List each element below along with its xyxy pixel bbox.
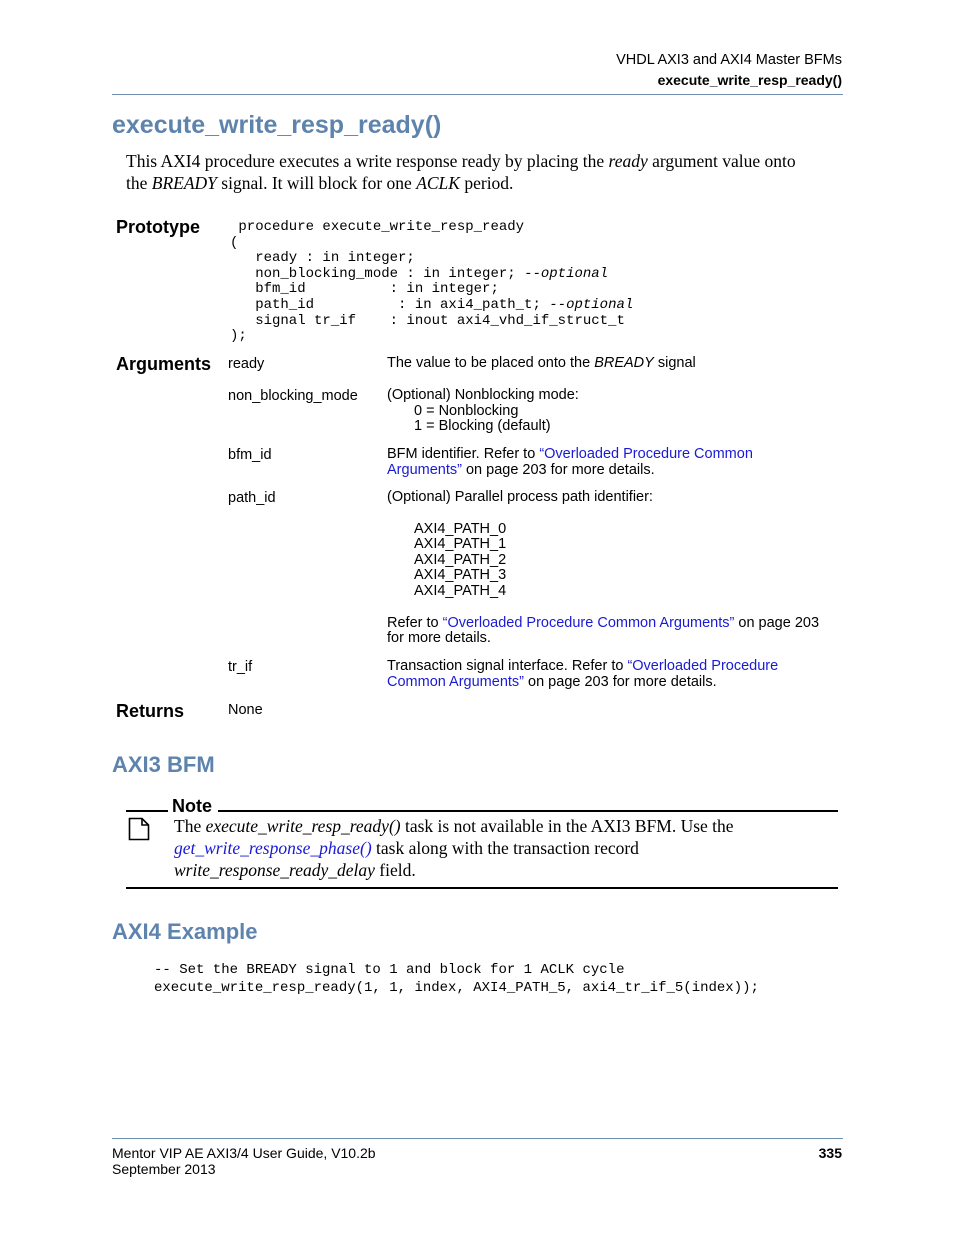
overloaded-args-link-cont[interactable]: Arguments”: [387, 461, 462, 478]
page-title: execute_write_resp_ready(): [112, 111, 442, 139]
footer-date: September 2013: [112, 1161, 216, 1177]
prototype-code: procedure execute_write_resp_ready ( ready : in integer; non_blocking_mode : in integer; --optional bfm_id : in integer; path_id : in axi4_path_t; --optional signal tr_if : inout axi4_vhd_if_struct_t );: [230, 219, 634, 345]
arg-bfm-name: bfm_id: [228, 447, 272, 463]
overloaded-args-link-cont[interactable]: Common Arguments”: [387, 673, 524, 690]
note-text: The execute_write_resp_ready() task is not available in the AXI3 BFM. Use the get_write_response_phase() task along with the transaction record write_response_ready_delay field.: [174, 816, 734, 880]
overloaded-args-link[interactable]: “Overloaded Procedure Common: [539, 446, 753, 462]
note-icon: [128, 817, 150, 846]
intro-paragraph: This AXI4 procedure executes a write response ready by placing the ready argument value onto the BREADY signal. It will block for one ACLK period.: [126, 151, 796, 193]
arg-ready-name: ready: [228, 356, 265, 372]
axi4-heading: AXI4 Example: [112, 919, 258, 944]
footer-guide: Mentor VIP AE AXI3/4 User Guide, V10.2b: [112, 1145, 376, 1161]
overloaded-args-link[interactable]: “Overloaded Procedure: [627, 658, 779, 674]
path-value: AXI4_PATH_0: [414, 520, 507, 537]
arg-path-name: path_id: [228, 490, 276, 506]
running-header-section: execute_write_resp_ready(): [657, 72, 842, 88]
note-bottom-rule: [126, 887, 838, 889]
arg-trif-desc: Transaction signal interface. Refer to “Overloaded Procedure Common Arguments” on page 203 for more details.: [387, 658, 779, 690]
note-rule-right: [218, 810, 838, 812]
returns-label: Returns: [116, 701, 185, 721]
path-value: AXI4_PATH_3: [414, 567, 507, 584]
path-value: AXI4_PATH_1: [414, 536, 507, 553]
path-value: AXI4_PATH_4: [414, 582, 507, 599]
get-write-response-phase-link[interactable]: get_write_response_phase(): [174, 838, 372, 858]
arg-path-desc: (Optional) Parallel process path identifier: AXI4_PATH_0 AXI4_PATH_1 AXI4_PATH_2 AXI4_PATH_3 AXI4_PATH_4 Refer to “Overloaded Procedure Common Arguments” on page 203 for more details.: [387, 490, 857, 647]
footer-rule: [112, 1138, 843, 1139]
example-code: -- Set the BREADY signal to 1 and block for 1 ACLK cycle execute_write_resp_ready(1, 1, index, AXI4_PATH_5, axi4_tr_if_5(index));: [154, 962, 759, 996]
arg-nbm-name: non_blocking_mode: [228, 388, 358, 404]
arg-ready-desc: The value to be placed onto the BREADY signal: [387, 355, 696, 371]
prototype-label: Prototype: [116, 217, 201, 237]
note-rule-left: [126, 810, 168, 812]
path-value: AXI4_PATH_2: [414, 551, 507, 568]
axi3-heading: AXI3 BFM: [112, 752, 215, 777]
running-header-title: VHDL AXI3 and AXI4 Master BFMs: [616, 52, 842, 68]
overloaded-args-link[interactable]: “Overloaded Procedure Common Arguments”: [442, 614, 735, 631]
arg-trif-name: tr_if: [228, 659, 253, 675]
note-label: Note: [172, 796, 212, 816]
returns-value: None: [228, 702, 263, 718]
arguments-label: Arguments: [116, 354, 212, 374]
arg-nbm-desc: (Optional) Nonblocking mode: 0 = Nonblocking 1 = Blocking (default): [387, 387, 579, 435]
header-rule: [112, 94, 843, 95]
page-number: 335: [818, 1145, 842, 1161]
arg-bfm-desc: BFM identifier. Refer to “Overloaded Procedure Common Arguments” on page 203 for more details.: [387, 446, 753, 478]
